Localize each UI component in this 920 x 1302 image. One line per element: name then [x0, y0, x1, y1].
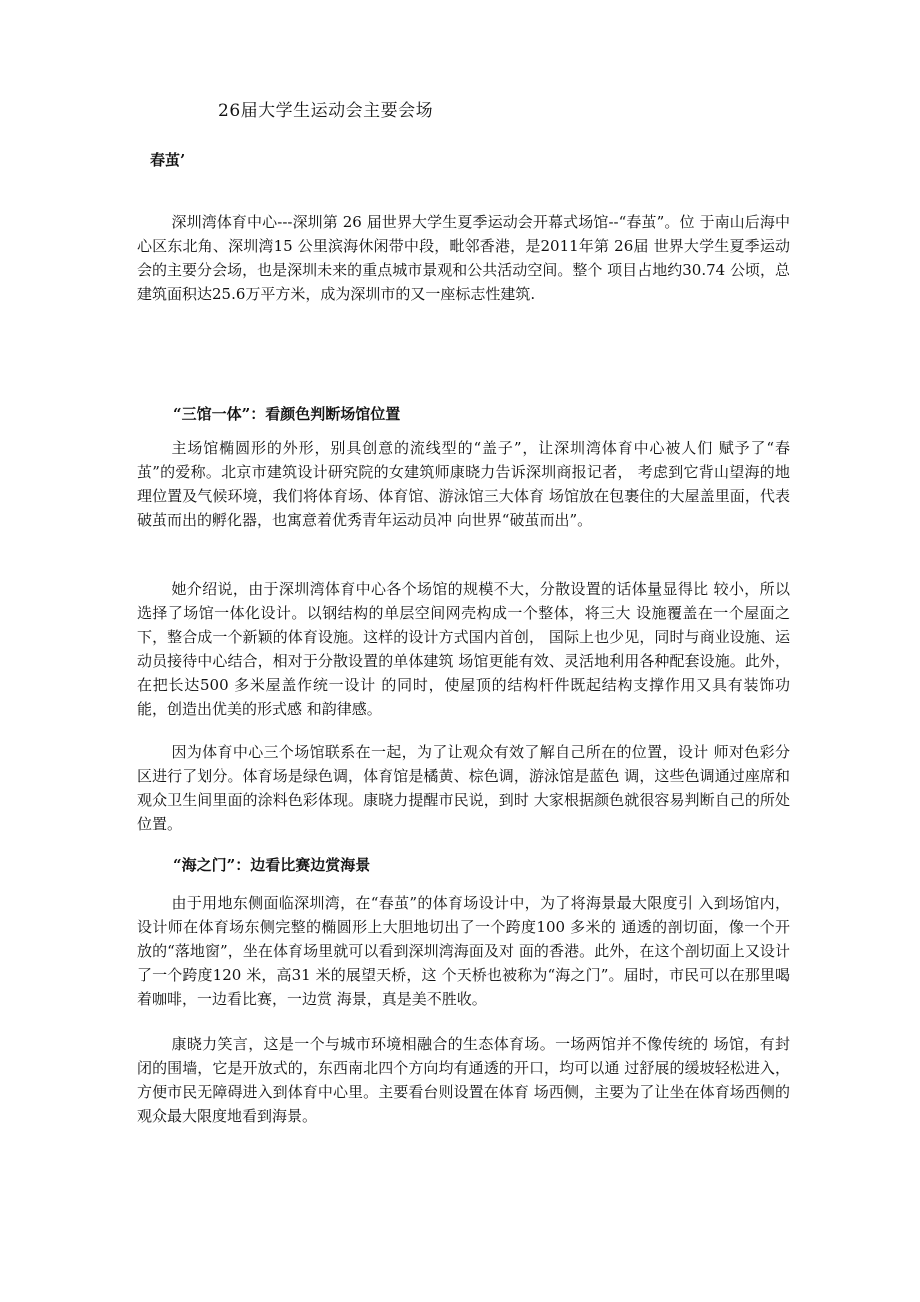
section-heading-sea-gate: “海之门”：边看比赛边赏海景 — [173, 856, 371, 874]
section-heading-three-venues: “三馆一体”：看颜色判断场馆位置 — [173, 405, 401, 423]
section1-paragraph-2: 她介绍说，由于深圳湾体育中心各个场馆的规模不大，分散设置的话体量显得比 较小，所以选择了场馆一体化设计。以钢结构的单层空间网壳构成一个整体，将三大 设施覆盖在一个屋面之下，整合成一个新颖的体育设施。这样的设计方式国内首创， 国际上也少见，同时与商业设施、运动员接待中心结合，相对于分散设置的单体建筑 场馆更能有效、灵活地利用各种配套设施。此外，在把长达500 多米屋盖作统一设计 的同时，使屋顶的结构杆件既起结构支撑作用又具有装饰功能，创造出优美的形式感 和韵律感。 — [137, 580, 790, 718]
document-title: 26届大学生运动会主要会场 — [218, 101, 434, 121]
intro-paragraph: 深圳湾体育中心---深圳第 26 届世界大学生夏季运动会开幕式场馆--“春茧”。位 于南山后海中心区东北角、深圳湾15 公里滨海休闲带中段，毗邻香港，是2011年第 26届 世界大学生夏季运动会的主要分会场，也是深圳未来的重点城市景观和公共活动空间。整个 项目占地约30.74 公顷，总建筑面积达25.6万平方米，成为深圳市的又一座标志性建筑. — [137, 213, 790, 303]
section1-paragraph-3: 因为体育中心三个场馆联系在一起，为了让观众有效了解自己所在的位置，设计 师对色彩分区进行了划分。体育场是绿色调，体育馆是橘黄、棕色调，游泳馆是蓝色 调，这些色调通过座席和观众卫生间里面的涂料色彩体现。康晓力提醒市民说，到时 大家根据颜色就很容易判断自己的所处位置。 — [137, 743, 790, 833]
document-subtitle: 春茧’ — [150, 151, 186, 169]
section1-paragraph-1: 主场馆椭圆形的外形，别具创意的流线型的“盖子”，让深圳湾体育中心被人们 赋予了“春茧”的爱称。北京市建筑设计研究院的女建筑师康晓力告诉深圳商报记者， 考虑到它背山望海的地理位置及气候环境，我们将体育场、体育馆、游泳馆三大体育 场馆放在包裹住的大屋盖里面，代表破茧而出的孵化器，也寓意着优秀青年运动员冲 向世界“破茧而出”。 — [137, 439, 790, 529]
section2-paragraph-1: 由于用地东侧面临深圳湾，在“春茧”的体育场设计中，为了将海景最大限度引 入到场馆内，设计师在体育场东侧完整的椭圆形上大胆地切出了一个跨度100 多米的 通透的剖切面，像一个开放的“落地窗”，坐在体育场里就可以看到深圳湾海面及对 面的香港。此外，在这个剖切面上又设计了一个跨度120 米，高31 米的展望天桥，这 个天桥也被称为“海之门”。届时，市民可以在那里喝着咖啡，一边看比赛，一边赏 海景，真是美不胜收。 — [137, 894, 790, 1008]
section2-paragraph-2: 康晓力笑言，这是一个与城市环境相融合的生态体育场。一场两馆并不像传统的 场馆，有封闭的围墙，它是开放式的，东西南北四个方向均有通透的开口，均可以通 过舒展的缓坡轻松进入，方便市民无障碍进入到体育中心里。主要看台则设置在体育 场西侧，主要为了让坐在体育场西侧的观众最大限度地看到海景。 — [137, 1035, 790, 1125]
